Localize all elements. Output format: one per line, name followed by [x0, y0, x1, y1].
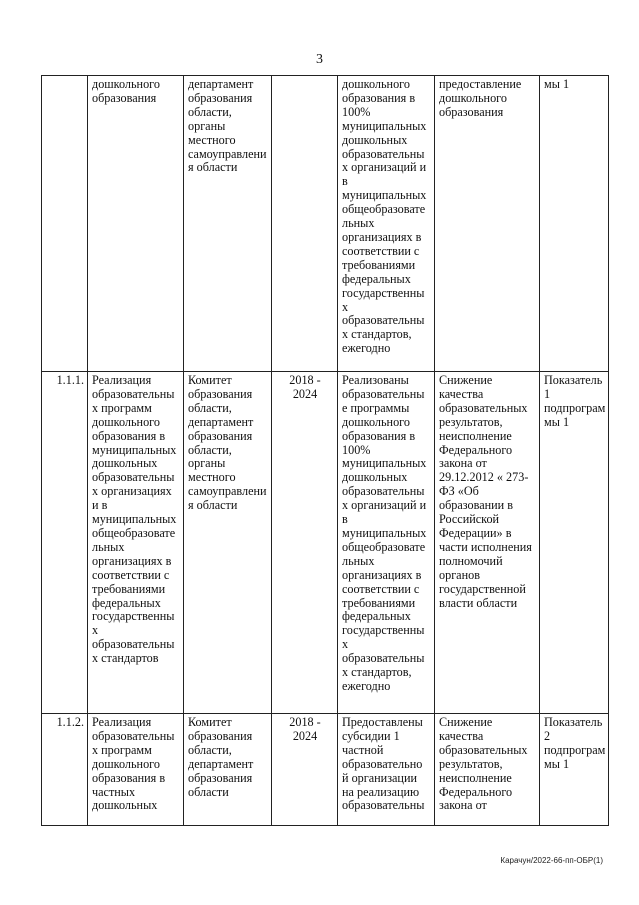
expected-result: Предоставлены субсидии 1 частной образовательно й организации на реализацию образовательны	[338, 714, 435, 826]
table-row	[42, 714, 609, 826]
document-code: Карачун/2022-66-пп-ОБР(1)	[500, 856, 603, 865]
page-number: 3	[316, 52, 323, 67]
executor: департамент образования области, органы местного самоуправлени я области	[184, 76, 272, 372]
row-number: 1.1.1.	[42, 372, 88, 714]
period: 2018 - 2024	[272, 714, 338, 826]
period: 2018 - 2024	[272, 372, 338, 714]
row-number	[42, 76, 88, 372]
row-number: 1.1.2.	[42, 714, 88, 826]
program-table	[41, 75, 609, 826]
indicator: мы 1	[540, 76, 609, 372]
event-name: Реализация образовательны х программ дошкольного образования в частных дошкольных	[88, 714, 184, 826]
consequence: предоставление дошкольного образования	[435, 76, 540, 372]
indicator: Показатель 2 подпрограм мы 1	[540, 714, 609, 826]
consequence: Снижение качества образовательных результатов, неисполнение Федерального закона от	[435, 714, 540, 826]
table-row	[42, 372, 609, 714]
indicator: Показатель 1 подпрограм мы 1	[540, 372, 609, 714]
table-row	[42, 76, 609, 372]
expected-result: Реализованы образовательны е программы дошкольного образования в 100% муниципальных дошкольных образовательны х организаций и в муниципальных общеобразовате льных организациях в соответствии с требованиями федеральных государственны х образовательны х стандартов, ежегодно	[338, 372, 435, 714]
event-name: Реализация образовательны х программ дошкольного образования в муниципальных дошкольных образовательны х организациях и в муниципальных общеобразовате льных организациях в соответствии с требованиями федеральных государственны х образовательны х стандартов	[88, 372, 184, 714]
executor: Комитет образования области, департамент образования области	[184, 714, 272, 826]
expected-result: дошкольного образования в 100% муниципальных дошкольных образовательны х организаций и в муниципальных общеобразовате льных организациях в соответствии с требованиями федеральных государственны х образовательны х стандартов, ежегодно	[338, 76, 435, 372]
period	[272, 76, 338, 372]
consequence: Снижение качества образовательных результатов, неисполнение Федерального закона от 29.12.2012 « 273- ФЗ «Об образовании в Российской Федерации» в части исполнения полномочий органов государственной власти области	[435, 372, 540, 714]
executor: Комитет образования области, департамент образования области, органы местного самоуправлени я области	[184, 372, 272, 714]
event-name: дошкольного образования	[88, 76, 184, 372]
